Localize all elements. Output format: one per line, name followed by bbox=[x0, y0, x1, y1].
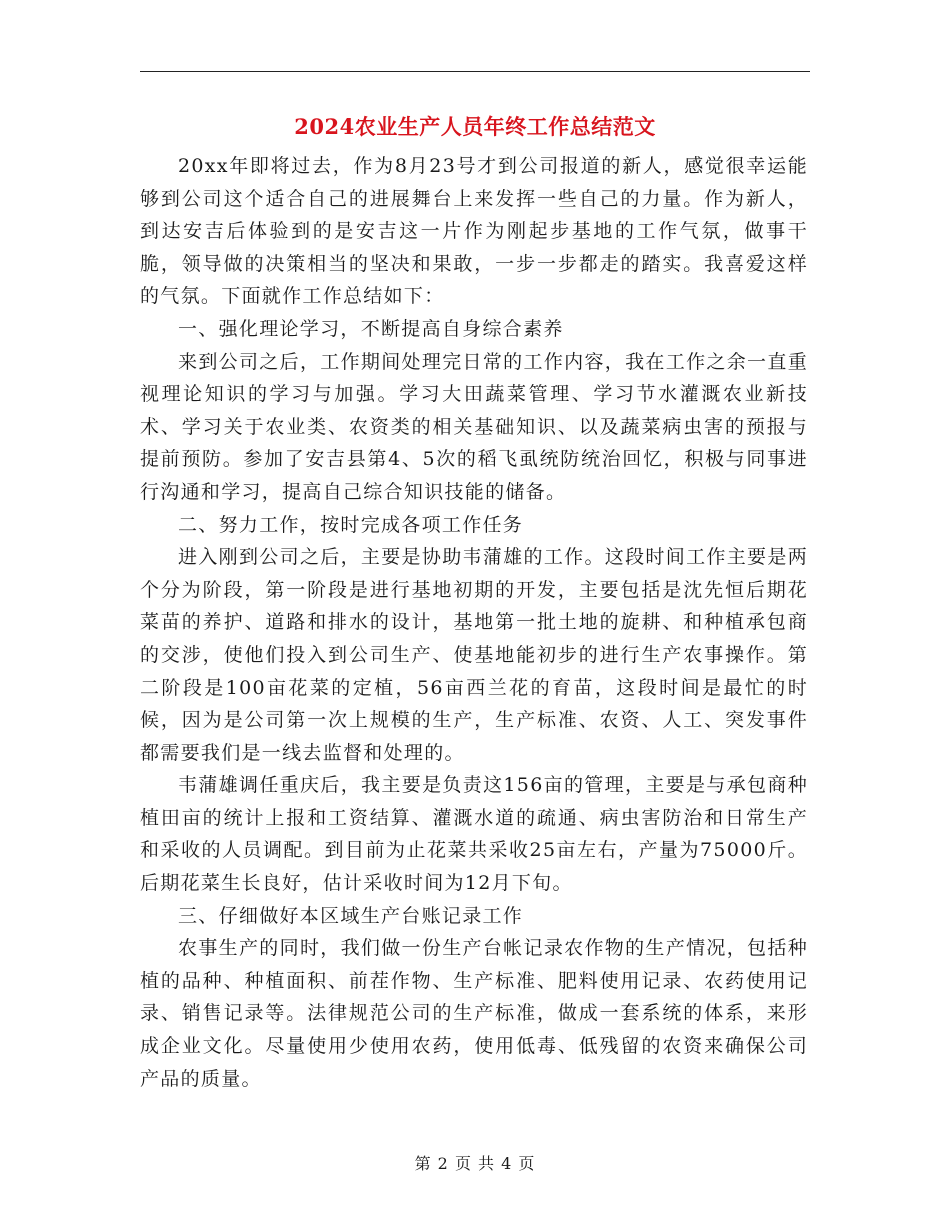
section-heading-2: 二、努力工作，按时完成各项工作任务 bbox=[178, 513, 524, 536]
document-body bbox=[140, 150, 808, 1095]
page-footer: 第 2 页 共 4 页 bbox=[414, 1154, 536, 1173]
paragraph-management: 韦蒲雄调任重庆后，我主要是负责这156亩的管理，主要是与承包商种植田亩的统计上报和工资结算、灌溉水道的疏通、病虫害防治和日常生产和采收的人员调配。到目前为止花菜共采收25亩左右，产量为75000斤。后期花菜生长良好，估计采收时间为12月下旬。 bbox=[140, 774, 808, 895]
section-heading-3: 三、仔细做好本区域生产台账记录工作 bbox=[178, 904, 524, 927]
document-title: 2024农业生产人员年终工作总结范文 bbox=[294, 114, 656, 139]
section-heading-1: 一、强化理论学习，不断提高自身综合素养 bbox=[178, 317, 564, 340]
paragraph-intro: 20xx年即将过去，作为8月23号才到公司报道的新人，感觉很幸运能够到公司这个适合自己的进展舞台上来发挥一些自己的力量。作为新人，到达安吉后体验到的是安吉这一片作为刚起步基地的工作气氛，做事干脆，领导做的决策相当的坚决和果敢，一步一步都走的踏实。我喜爱这样的气氛。下面就作工作总结如下： bbox=[140, 155, 808, 308]
paragraph-theory-study: 来到公司之后，工作期间处理完日常的工作内容，我在工作之余一直重视理论知识的学习与加强。学习大田蔬菜管理、学习节水灌溉农业新技术、学习关于农业类、农资类的相关基础知识、以及蔬菜病虫害的预报与提前预防。参加了安吉县第4、5次的稻飞虱统防统治回忆，积极与同事进行沟通和学习，提高自己综合知识技能的储备。 bbox=[140, 350, 808, 503]
header-rule bbox=[140, 71, 810, 72]
paragraph-ledger: 农事生产的同时，我们做一份生产台帐记录农作物的生产情况，包括种植的品种、种植面积、前茬作物、生产标准、肥料使用记录、农药使用记录、销售记录等。法律规范公司的生产标准，做成一套系统的体系，来形成企业文化。尽量使用少使用农药，使用低毒、低残留的农资来确保公司产品的质量。 bbox=[140, 937, 808, 1090]
paragraph-work-phases: 进入刚到公司之后，主要是协助韦蒲雄的工作。这段时间工作主要是两个分为阶段，第一阶段是进行基地初期的开发，主要包括是沈先恒后期花菜苗的养护、道路和排水的设计，基地第一批土地的旋耕、和种植承包商的交涉，使他们投入到公司生产、使基地能初步的进行生产农事操作。第二阶段是100亩花菜的定植，56亩西兰花的育苗，这段时间是最忙的时候，因为是公司第一次上规模的生产，生产标准、农资、人工、突发事件都需要我们是一线去监督和处理的。 bbox=[140, 546, 808, 764]
